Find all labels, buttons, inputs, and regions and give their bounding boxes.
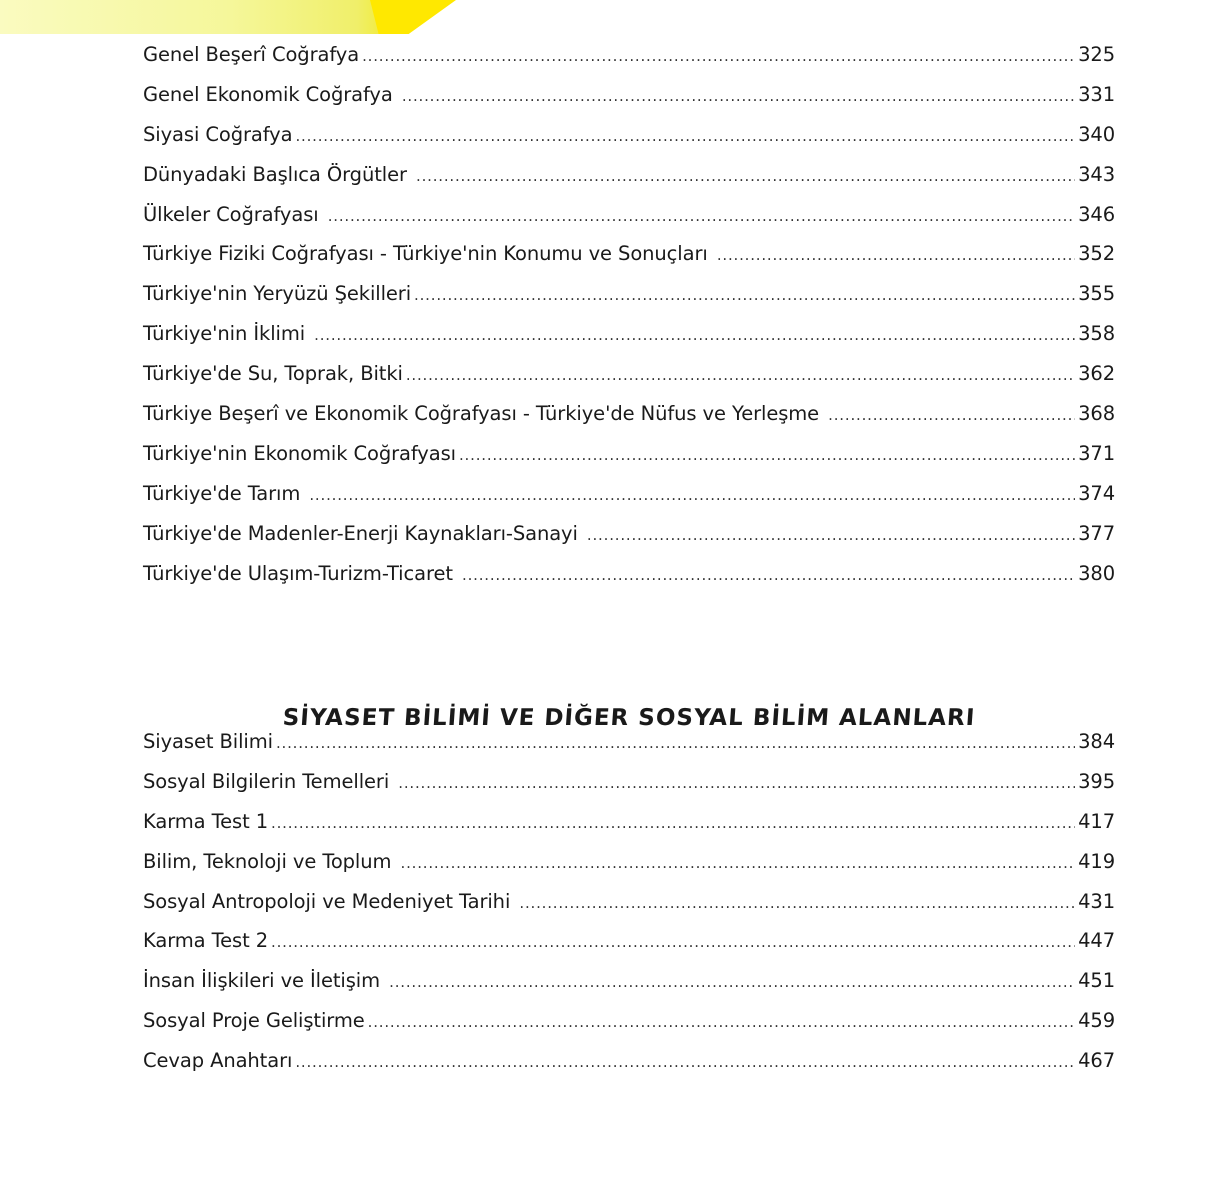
dot-leader bbox=[462, 560, 1075, 590]
toc-entry-title: İnsan İlişkileri ve İletişim bbox=[143, 969, 387, 993]
toc-entry-title: Siyaset Bilimi bbox=[143, 730, 273, 753]
dot-leader bbox=[295, 1047, 1075, 1077]
toc-entry-page: 343 bbox=[1078, 162, 1115, 186]
toc-entry[interactable] bbox=[143, 239, 1115, 279]
toc-entry-title: Karma Test 1 bbox=[143, 809, 269, 833]
toc-entry[interactable] bbox=[143, 926, 1115, 966]
dot-leader bbox=[389, 967, 1075, 997]
dot-leader bbox=[459, 440, 1075, 470]
toc-entry-page: 395 bbox=[1078, 769, 1115, 793]
toc-entry-page: 374 bbox=[1078, 481, 1115, 505]
toc-entry-title: Türkiye Beşerî ve Ekonomik Coğrafyası - Türkiye'de Nüfus ve Yerleşme bbox=[143, 402, 826, 426]
toc-entry-title: Türkiye'de Madenler-Enerji Kaynakları-Sanayi bbox=[143, 521, 584, 545]
toc-entry-page: 346 bbox=[1078, 202, 1115, 226]
toc-entry[interactable] bbox=[143, 519, 1115, 559]
toc-entry[interactable] bbox=[143, 1006, 1115, 1046]
toc-entry-page: 368 bbox=[1078, 402, 1115, 426]
toc-list-geography bbox=[143, 40, 1115, 598]
dot-leader bbox=[519, 888, 1075, 918]
dot-leader bbox=[309, 480, 1075, 510]
toc-entry[interactable] bbox=[143, 399, 1115, 439]
toc-entry-title: Sosyal Proje Geliştirme bbox=[143, 1009, 365, 1033]
dot-leader bbox=[406, 360, 1075, 390]
toc-entry-page: 352 bbox=[1078, 242, 1115, 266]
toc-entry[interactable] bbox=[143, 807, 1115, 847]
dot-leader bbox=[587, 520, 1075, 550]
toc-entry[interactable] bbox=[143, 200, 1115, 240]
toc-entry[interactable] bbox=[143, 80, 1115, 120]
toc-entry-page: 417 bbox=[1078, 809, 1115, 833]
toc-entry[interactable] bbox=[143, 1046, 1115, 1086]
toc-entry-title: Dünyadaki Başlıca Örgütler bbox=[143, 162, 413, 186]
toc-entry[interactable] bbox=[143, 847, 1115, 887]
toc-entry[interactable] bbox=[143, 479, 1115, 519]
toc-entry-page: 355 bbox=[1078, 282, 1115, 306]
toc-entry[interactable] bbox=[143, 319, 1115, 359]
toc-entry-title: Türkiye'de Tarım bbox=[143, 481, 307, 505]
toc-entry-page: 340 bbox=[1078, 122, 1115, 146]
toc-entry-page: 362 bbox=[1078, 362, 1115, 386]
toc-entry-title: Türkiye'de Ulaşım-Turizm-Ticaret bbox=[143, 561, 460, 585]
dot-leader bbox=[401, 848, 1076, 878]
toc-entry[interactable] bbox=[143, 359, 1115, 399]
dot-leader bbox=[271, 808, 1075, 838]
toc-entry[interactable] bbox=[143, 966, 1115, 1006]
toc-entry-page: 380 bbox=[1078, 561, 1115, 585]
toc-entry-title: Genel Beşerî Coğrafya bbox=[143, 43, 360, 66]
toc-entry-title: Türkiye'nin Yeryüzü Şekilleri bbox=[143, 282, 412, 306]
dot-leader bbox=[398, 768, 1075, 798]
dot-leader bbox=[276, 728, 1075, 758]
toc-entry-title: Sosyal Bilgilerin Temelleri bbox=[143, 769, 396, 793]
toc-entry-title: Karma Test 2 bbox=[143, 929, 269, 953]
toc-entry[interactable] bbox=[143, 120, 1115, 160]
toc-entry-title: Genel Ekonomik Coğrafya bbox=[143, 82, 399, 106]
dot-leader bbox=[295, 121, 1075, 151]
dot-leader bbox=[314, 320, 1075, 350]
toc-entry-title: Sosyal Antropoloji ve Medeniyet Tarihi bbox=[143, 889, 517, 913]
toc-entry-title: Ülkeler Coğrafyası bbox=[143, 202, 325, 226]
toc-entry-page: 419 bbox=[1078, 849, 1115, 873]
section-heading: SİYASET BİLİMİ VE DİĞER SOSYAL BİLİM ALANLARI bbox=[281, 705, 977, 732]
toc-entry-page: 451 bbox=[1078, 969, 1115, 993]
dot-leader bbox=[368, 1007, 1075, 1037]
dot-leader bbox=[828, 400, 1075, 430]
toc-entry-title: Türkiye'nin İklimi bbox=[143, 322, 312, 346]
toc-entry-title: Türkiye'de Su, Toprak, Bitki bbox=[143, 362, 403, 386]
dot-leader bbox=[402, 81, 1075, 111]
dot-leader bbox=[362, 41, 1075, 71]
decorative-top-band bbox=[0, 0, 420, 34]
toc-entry-title: Siyasi Coğrafya bbox=[143, 122, 293, 146]
toc-entry-page: 331 bbox=[1078, 82, 1115, 106]
toc-entry-page: 325 bbox=[1078, 43, 1115, 66]
decorative-top-accent bbox=[370, 0, 456, 34]
toc-entry[interactable] bbox=[143, 160, 1115, 200]
toc-entry-page: 377 bbox=[1078, 521, 1115, 545]
toc-entry-page: 431 bbox=[1078, 889, 1115, 913]
toc-entry-title: Türkiye Fiziki Coğrafyası - Türkiye'nin Konumu ve Sonuçları bbox=[143, 242, 714, 266]
toc-entry-page: 467 bbox=[1078, 1049, 1115, 1073]
toc-entry-page: 358 bbox=[1078, 322, 1115, 346]
toc-entry[interactable] bbox=[143, 40, 1115, 80]
toc-entry-title: Türkiye'nin Ekonomik Coğrafyası bbox=[143, 441, 456, 465]
toc-entry[interactable] bbox=[143, 439, 1115, 479]
dot-leader bbox=[271, 927, 1075, 957]
toc-entry-title: Cevap Anahtarı bbox=[143, 1049, 293, 1073]
toc-entry-page: 447 bbox=[1078, 929, 1115, 953]
toc-entry-page: 384 bbox=[1078, 730, 1115, 753]
dot-leader bbox=[328, 201, 1075, 231]
toc-entry-title: Bilim, Teknoloji ve Toplum bbox=[143, 849, 398, 873]
toc-entry-page: 371 bbox=[1078, 441, 1115, 465]
dot-leader bbox=[416, 161, 1075, 191]
toc-entry[interactable] bbox=[143, 727, 1115, 767]
dot-leader bbox=[414, 280, 1075, 310]
toc-entry[interactable] bbox=[143, 767, 1115, 807]
dot-leader bbox=[717, 240, 1075, 270]
toc-list-social-sciences bbox=[143, 727, 1115, 1086]
toc-entry[interactable] bbox=[143, 279, 1115, 319]
toc-entry-page: 459 bbox=[1078, 1009, 1115, 1033]
toc-entry[interactable] bbox=[143, 559, 1115, 599]
toc-entry[interactable] bbox=[143, 887, 1115, 927]
